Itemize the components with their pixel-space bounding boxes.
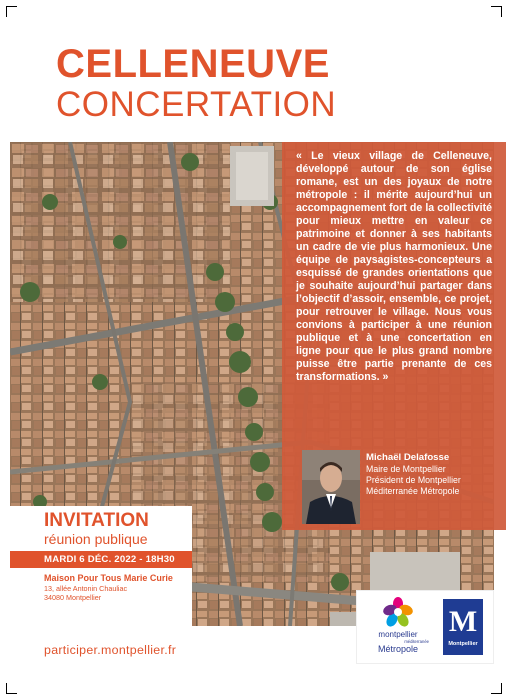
metropole-text-3: Métropole <box>377 644 419 654</box>
metropole-text-1: montpellier <box>378 630 418 639</box>
author-role-3: Méditerranée Métropole <box>366 486 460 496</box>
event-address <box>44 584 127 602</box>
crop-mark-top-left <box>6 6 17 17</box>
flower-logo-icon <box>383 597 413 627</box>
mayor-quote: « Le vieux village de Celleneuve, développé autour de son église romane, est un des joyaux de notre métropole : il mérite aujourd’hui un accompagnement fort de la collectivité pour mieux mettre en valeur ce patrimoine et donner à ses habitants un cadre de vie plus harmonieux. Une équipe de paysagistes-concepteurs a esquissé de grandes orientations que je souhaite aujourd’hui partager dans l’objectif d’assoir, ensemble, ce projet, pour retrouver le village. Nous vous convions à participer à une réunion publique et à une concertation en ligne pour que le plus grand nombre puisse être partie prenante de ces transformations. » <box>296 150 492 383</box>
address-line-1: 13, allée Antonin Chauliac <box>44 584 128 593</box>
author-name: Michaël Delafosse <box>366 452 450 463</box>
crop-mark-bottom-left <box>6 683 17 694</box>
title-concertation: CONCERTATION <box>56 85 337 124</box>
city-logo-letter: M <box>448 605 478 638</box>
author-role-1: Maire de Montpellier <box>366 464 446 474</box>
event-date: MARDI 6 DÉC. 2022 - 18H30 <box>44 554 175 565</box>
event-venue: Maison Pour Tous Marie Curie <box>44 573 173 583</box>
montpellier-city-logo <box>443 599 483 655</box>
mayor-portrait <box>302 450 360 524</box>
author-block <box>366 452 461 497</box>
invitation-title: INVITATION <box>44 510 149 531</box>
invitation-subtitle: réunion publique <box>44 531 148 547</box>
address-line-2: 34080 Montpellier <box>44 593 102 602</box>
participation-url[interactable]: participer.montpellier.fr <box>44 643 177 657</box>
crop-mark-top-right <box>491 6 502 17</box>
metropole-logo <box>363 595 433 659</box>
crop-mark-bottom-right <box>491 683 502 694</box>
author-role-2: Président de Montpellier <box>366 475 461 485</box>
logos-panel <box>356 590 494 664</box>
title-celleneuve: CELLENEUVE <box>56 42 330 86</box>
metropole-text-2: méditerranée <box>404 639 429 644</box>
city-logo-word: Montpellier <box>448 641 478 647</box>
